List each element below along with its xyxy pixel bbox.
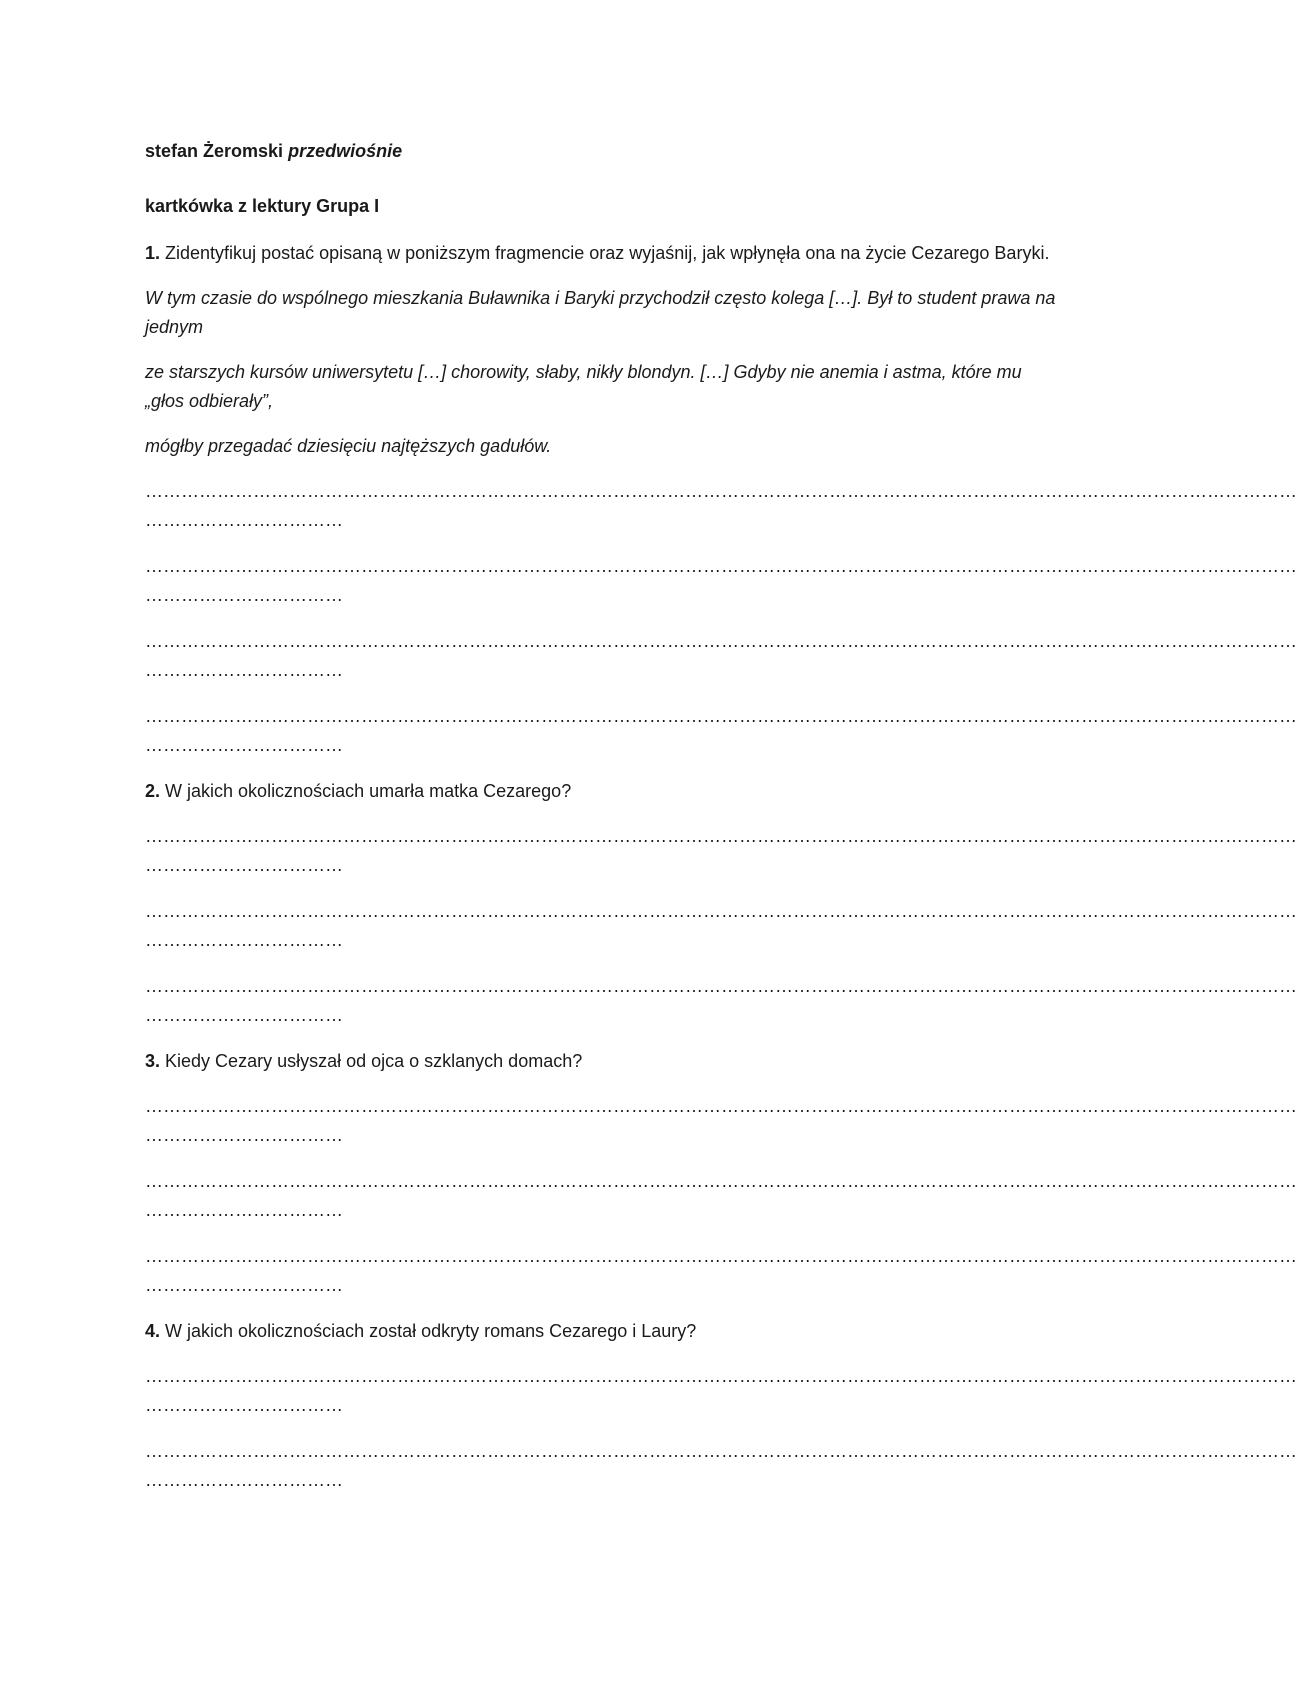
answer-dots-full: ………………………………………………………………………………………………………………………………………………………………………… — [145, 1440, 1297, 1461]
answer-dots-short: …………………………… — [145, 659, 343, 680]
answer-dots-short: …………………………… — [145, 1004, 343, 1025]
answer-dots-full: ………………………………………………………………………………………………………………………………………………………………………… — [145, 825, 1297, 846]
answer-line[interactable] — [145, 822, 1297, 880]
answer-dots-full: ………………………………………………………………………………………………………………………………………………………………………… — [145, 975, 1297, 996]
quote-paragraph: ze starszych kursów uniwersytetu […] chorowity, słaby, nikły blondyn. […] Gdyby nie anemia i astma, które mu „głos odbierały”, — [145, 361, 1022, 411]
question-number: 3. — [145, 1050, 161, 1071]
question-3 — [145, 1047, 1060, 1076]
answer-dots-short: …………………………… — [145, 1394, 343, 1415]
work-title: przedwiośnie — [288, 141, 403, 161]
answer-dots-short: …………………………… — [145, 734, 343, 755]
answer-line[interactable] — [145, 477, 1297, 535]
answer-dots-short: …………………………… — [145, 1199, 343, 1220]
quote-paragraph: W tym czasie do wspólnego mieszkania Buławnika i Baryki przychodził często kolega […]. Był to student prawa na jednym — [145, 287, 1056, 337]
answer-line[interactable] — [145, 1437, 1297, 1495]
answer-line[interactable] — [145, 1092, 1297, 1150]
answer-line[interactable] — [145, 1167, 1297, 1225]
question-4 — [145, 1317, 1060, 1346]
worksheet-page — [145, 140, 1297, 1512]
answer-line[interactable] — [145, 897, 1297, 955]
question-text: W jakich okolicznościach został odkryty romans Cezarego i Laury? — [165, 1320, 697, 1341]
answer-line[interactable] — [145, 972, 1297, 1030]
answer-dots-full: ………………………………………………………………………………………………………………………………………………………………………… — [145, 480, 1297, 501]
answer-dots-short: …………………………… — [145, 854, 343, 875]
quote-paragraph: mógłby przegadać dziesięciu najtęższych gadułów. — [145, 435, 552, 456]
answer-dots-full: ………………………………………………………………………………………………………………………………………………………………………… — [145, 1170, 1297, 1191]
question-number: 2. — [145, 780, 161, 801]
author-name: stefan Żeromski — [145, 141, 284, 161]
answer-line[interactable] — [145, 1362, 1297, 1420]
answer-dots-short: …………………………… — [145, 509, 343, 530]
answer-dots-full: ………………………………………………………………………………………………………………………………………………………………………… — [145, 705, 1297, 726]
question-2 — [145, 777, 1060, 806]
document-title — [145, 140, 1060, 163]
answer-dots-short: …………………………… — [145, 1124, 343, 1145]
question-text: Kiedy Cezary usłyszał od ojca o szklanych domach? — [165, 1050, 583, 1071]
answer-dots-short: …………………………… — [145, 1469, 343, 1490]
answer-line[interactable] — [145, 552, 1297, 610]
answer-dots-full: ………………………………………………………………………………………………………………………………………………………………………… — [145, 900, 1297, 921]
answer-dots-full: ………………………………………………………………………………………………………………………………………………………………………… — [145, 630, 1297, 651]
document-subtitle: kartkówka z lektury Grupa I — [145, 196, 380, 217]
question-list — [145, 239, 1297, 1495]
question-number: 4. — [145, 1320, 161, 1341]
answer-dots-short: …………………………… — [145, 584, 343, 605]
answer-dots-full: ………………………………………………………………………………………………………………………………………………………………………… — [145, 1245, 1297, 1266]
answer-line[interactable] — [145, 627, 1297, 685]
answer-line[interactable] — [145, 702, 1297, 760]
answer-dots-short: …………………………… — [145, 1274, 343, 1295]
answer-dots-full: ………………………………………………………………………………………………………………………………………………………………………… — [145, 1365, 1297, 1386]
question-1 — [145, 239, 1060, 268]
question-number: 1. — [145, 242, 161, 263]
answer-line[interactable] — [145, 1242, 1297, 1300]
question-text: W jakich okolicznościach umarła matka Cezarego? — [165, 780, 572, 801]
question-text: Zidentyfikuj postać opisaną w poniższym fragmencie oraz wyjaśnij, jak wpłynęła ona na życie Cezarego Baryki. — [165, 242, 1050, 263]
answer-dots-short: …………………………… — [145, 929, 343, 950]
answer-dots-full: ………………………………………………………………………………………………………………………………………………………………………… — [145, 1095, 1297, 1116]
answer-dots-full: ………………………………………………………………………………………………………………………………………………………………………… — [145, 555, 1297, 576]
